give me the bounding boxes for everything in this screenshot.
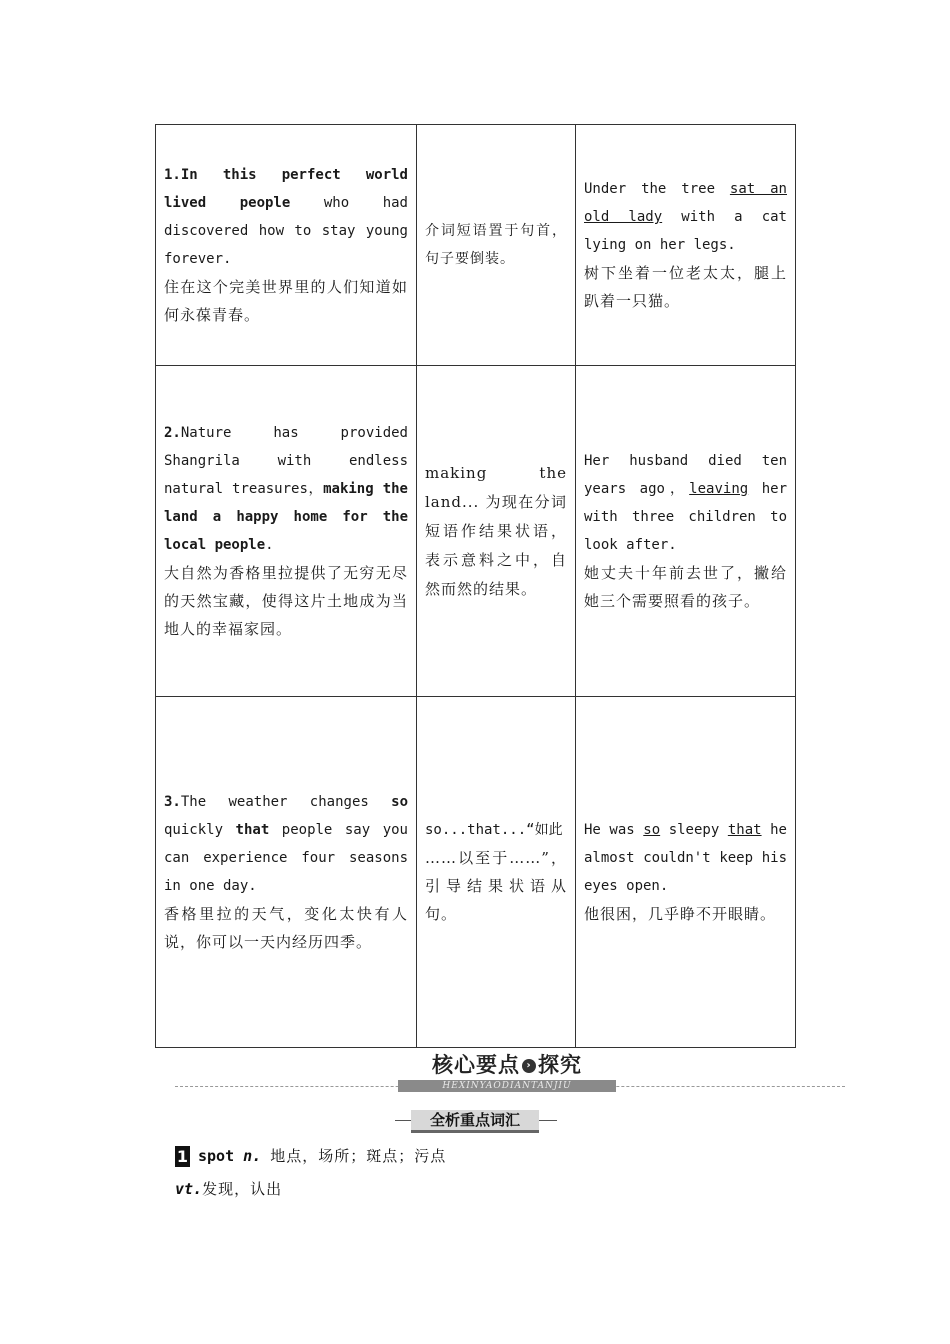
sample-text: sleepy (660, 822, 728, 838)
section-tag (395, 1108, 557, 1134)
chevron-right-icon: › (522, 1059, 536, 1073)
sample-underline: sat an old lady (584, 181, 787, 225)
example-highlight: making the land a happy home for the local people (164, 481, 408, 553)
banner-title (426, 1050, 588, 1080)
note-text: ……以至于……”，引导结果状语从句。 (425, 849, 567, 923)
sample-underline: so (643, 822, 661, 838)
note-cell (417, 366, 576, 697)
grammar-table (155, 124, 796, 1048)
sample-cell (576, 697, 796, 1048)
sample-underline: that (727, 822, 762, 838)
table-row (156, 125, 796, 366)
sample-text: he almost couldn't keep his eyes open. (584, 822, 787, 894)
sample-text: Her husband died ten years ago， (584, 453, 787, 497)
example-text: people say you can experience four seasons in one day. (164, 822, 408, 894)
banner-title-a: 核心要点 (432, 1053, 520, 1077)
note-cell (417, 697, 576, 1048)
example-text: Nature has provided Shangrila with endless natural treasures， (164, 425, 408, 497)
vocab-pos: n. (243, 1147, 262, 1165)
note-text: making the land... 为现在分词短语作结果状语，表示意料之中，自然而然的结果。 (425, 463, 567, 598)
sample-translation: 他很困，几乎睁不开眼睛。 (584, 905, 777, 923)
example-highlight: that (235, 822, 270, 838)
table-row (156, 366, 796, 697)
example-highlight: 1.In this perfect world lived people (164, 167, 408, 211)
example-translation: 香格里拉的天气，变化太快有人说，你可以一天内经历四季。 (164, 905, 408, 951)
vocab-definition: 地点，场所；斑点；污点 (270, 1147, 447, 1165)
sample-translation: 她丈夫十年前去世了，撇给她三个需要照看的孩子。 (584, 564, 787, 610)
vocab-definition: 发现，认出 (202, 1180, 283, 1198)
tag-rule-right (537, 1120, 557, 1121)
vocab-entry-line2 (175, 1177, 282, 1201)
example-highlight: so (391, 794, 408, 810)
sample-text: with a cat lying on her legs. (584, 209, 787, 253)
example-text: . (265, 537, 274, 553)
note-cell: 介词短语置于句首，句子要倒装。 (417, 125, 576, 366)
sample-underline: leaving (689, 481, 749, 497)
vocab-word: spot (198, 1147, 235, 1165)
sample-cell (576, 125, 796, 366)
vocab-pos: vt. (175, 1180, 203, 1198)
banner-title-b: 探究 (538, 1053, 582, 1077)
example-translation: 大自然为香格里拉提供了无穷无尽的天然宝藏，使得这片土地成为当地人的幸福家园。 (164, 564, 408, 638)
example-translation: 住在这个完美世界里的人们知道如何永葆青春。 (164, 278, 408, 324)
sample-translation: 树下坐着一位老太太，腿上趴着一只猫。 (584, 264, 787, 310)
sample-cell (576, 366, 796, 697)
vocab-number: 1 (176, 1147, 189, 1166)
example-cell (156, 697, 417, 1048)
example-text: who had discovered how to stay young forever. (164, 195, 408, 267)
note-text: so...that...“如此 (425, 822, 563, 838)
banner-subtitle: HEXINYAODIANTANJIU (398, 1080, 616, 1092)
example-cell (156, 125, 417, 366)
vocab-entry (175, 1144, 446, 1168)
table-stub-line (155, 1047, 173, 1048)
sample-text: her with three children to look after. (584, 481, 788, 553)
table-row (156, 697, 796, 1048)
section-banner (398, 1050, 616, 1092)
sample-text: Under the tree (584, 181, 730, 197)
section-tag-label: 全析重点词汇 (411, 1110, 539, 1133)
sample-text: He was (584, 822, 644, 838)
example-text: quickly (164, 822, 236, 838)
example-number: 2. (164, 425, 181, 441)
example-text: The weather changes (180, 794, 392, 810)
example-number: 3. (164, 794, 181, 810)
example-cell (156, 366, 417, 697)
